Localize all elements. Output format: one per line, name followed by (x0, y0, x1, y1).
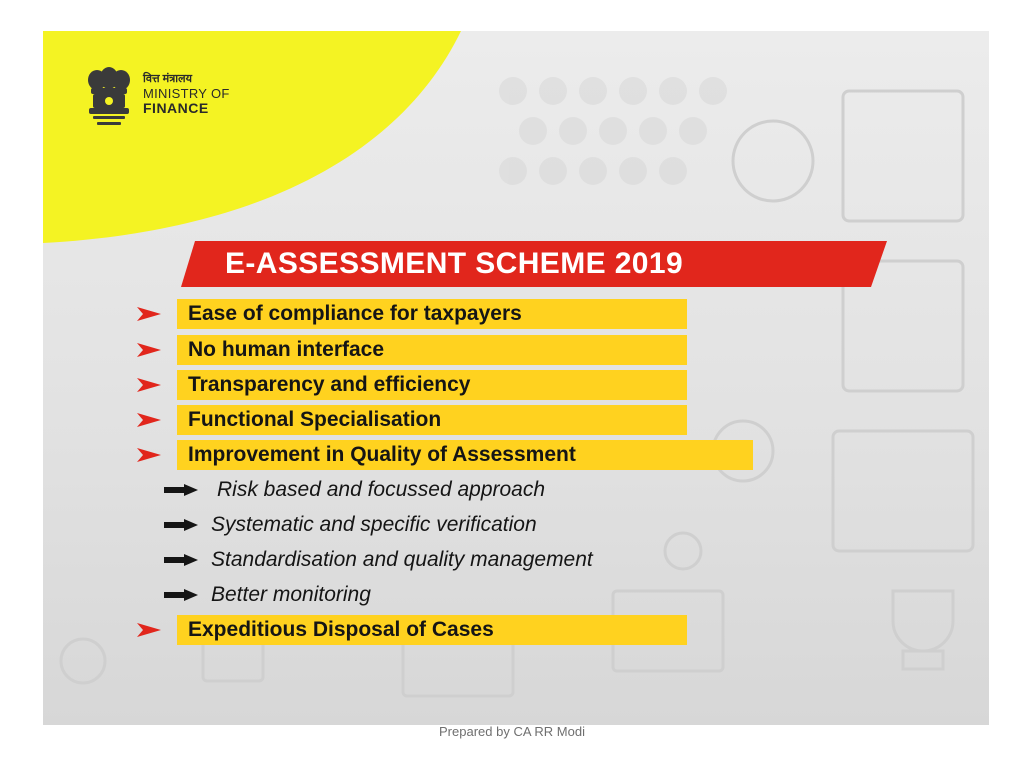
slide-image (43, 31, 989, 725)
sub-bullet-text: Better monitoring (211, 583, 371, 606)
bullet-text: Expeditious Disposal of Cases (177, 615, 687, 645)
bullet-text: No human interface (177, 335, 687, 365)
red-arrow-icon (137, 448, 161, 462)
black-arrow-icon (164, 484, 198, 496)
black-arrow-icon (164, 554, 198, 566)
sub-bullet-text: Risk based and focussed approach (217, 478, 546, 501)
red-arrow-icon (137, 378, 161, 392)
national-emblem-icon (83, 64, 135, 134)
ministry-name-line2: FINANCE (143, 100, 209, 116)
black-arrow-icon (164, 589, 198, 601)
black-arrow-icon (164, 519, 198, 531)
ministry-name-line1: MINISTRY OF (143, 86, 230, 101)
bullet-text: Ease of compliance for taxpayers (177, 299, 687, 329)
ministry-hindi-name: वित्त मंत्रालय (143, 73, 192, 85)
slide-title: E-ASSESSMENT SCHEME 2019 (225, 247, 684, 280)
red-arrow-icon (137, 623, 161, 637)
bullet-text: Transparency and efficiency (177, 370, 687, 400)
sub-bullet-text: Standardisation and quality management (211, 548, 593, 571)
bullet-text: Functional Specialisation (177, 405, 687, 435)
red-arrow-icon (137, 307, 161, 321)
red-arrow-icon (137, 343, 161, 357)
red-arrow-icon (137, 413, 161, 427)
footer-credit: Prepared by CA RR Modi (439, 724, 585, 739)
sub-bullet-text: Systematic and specific verification (211, 513, 537, 536)
bullet-text: Improvement in Quality of Assessment (177, 440, 753, 470)
